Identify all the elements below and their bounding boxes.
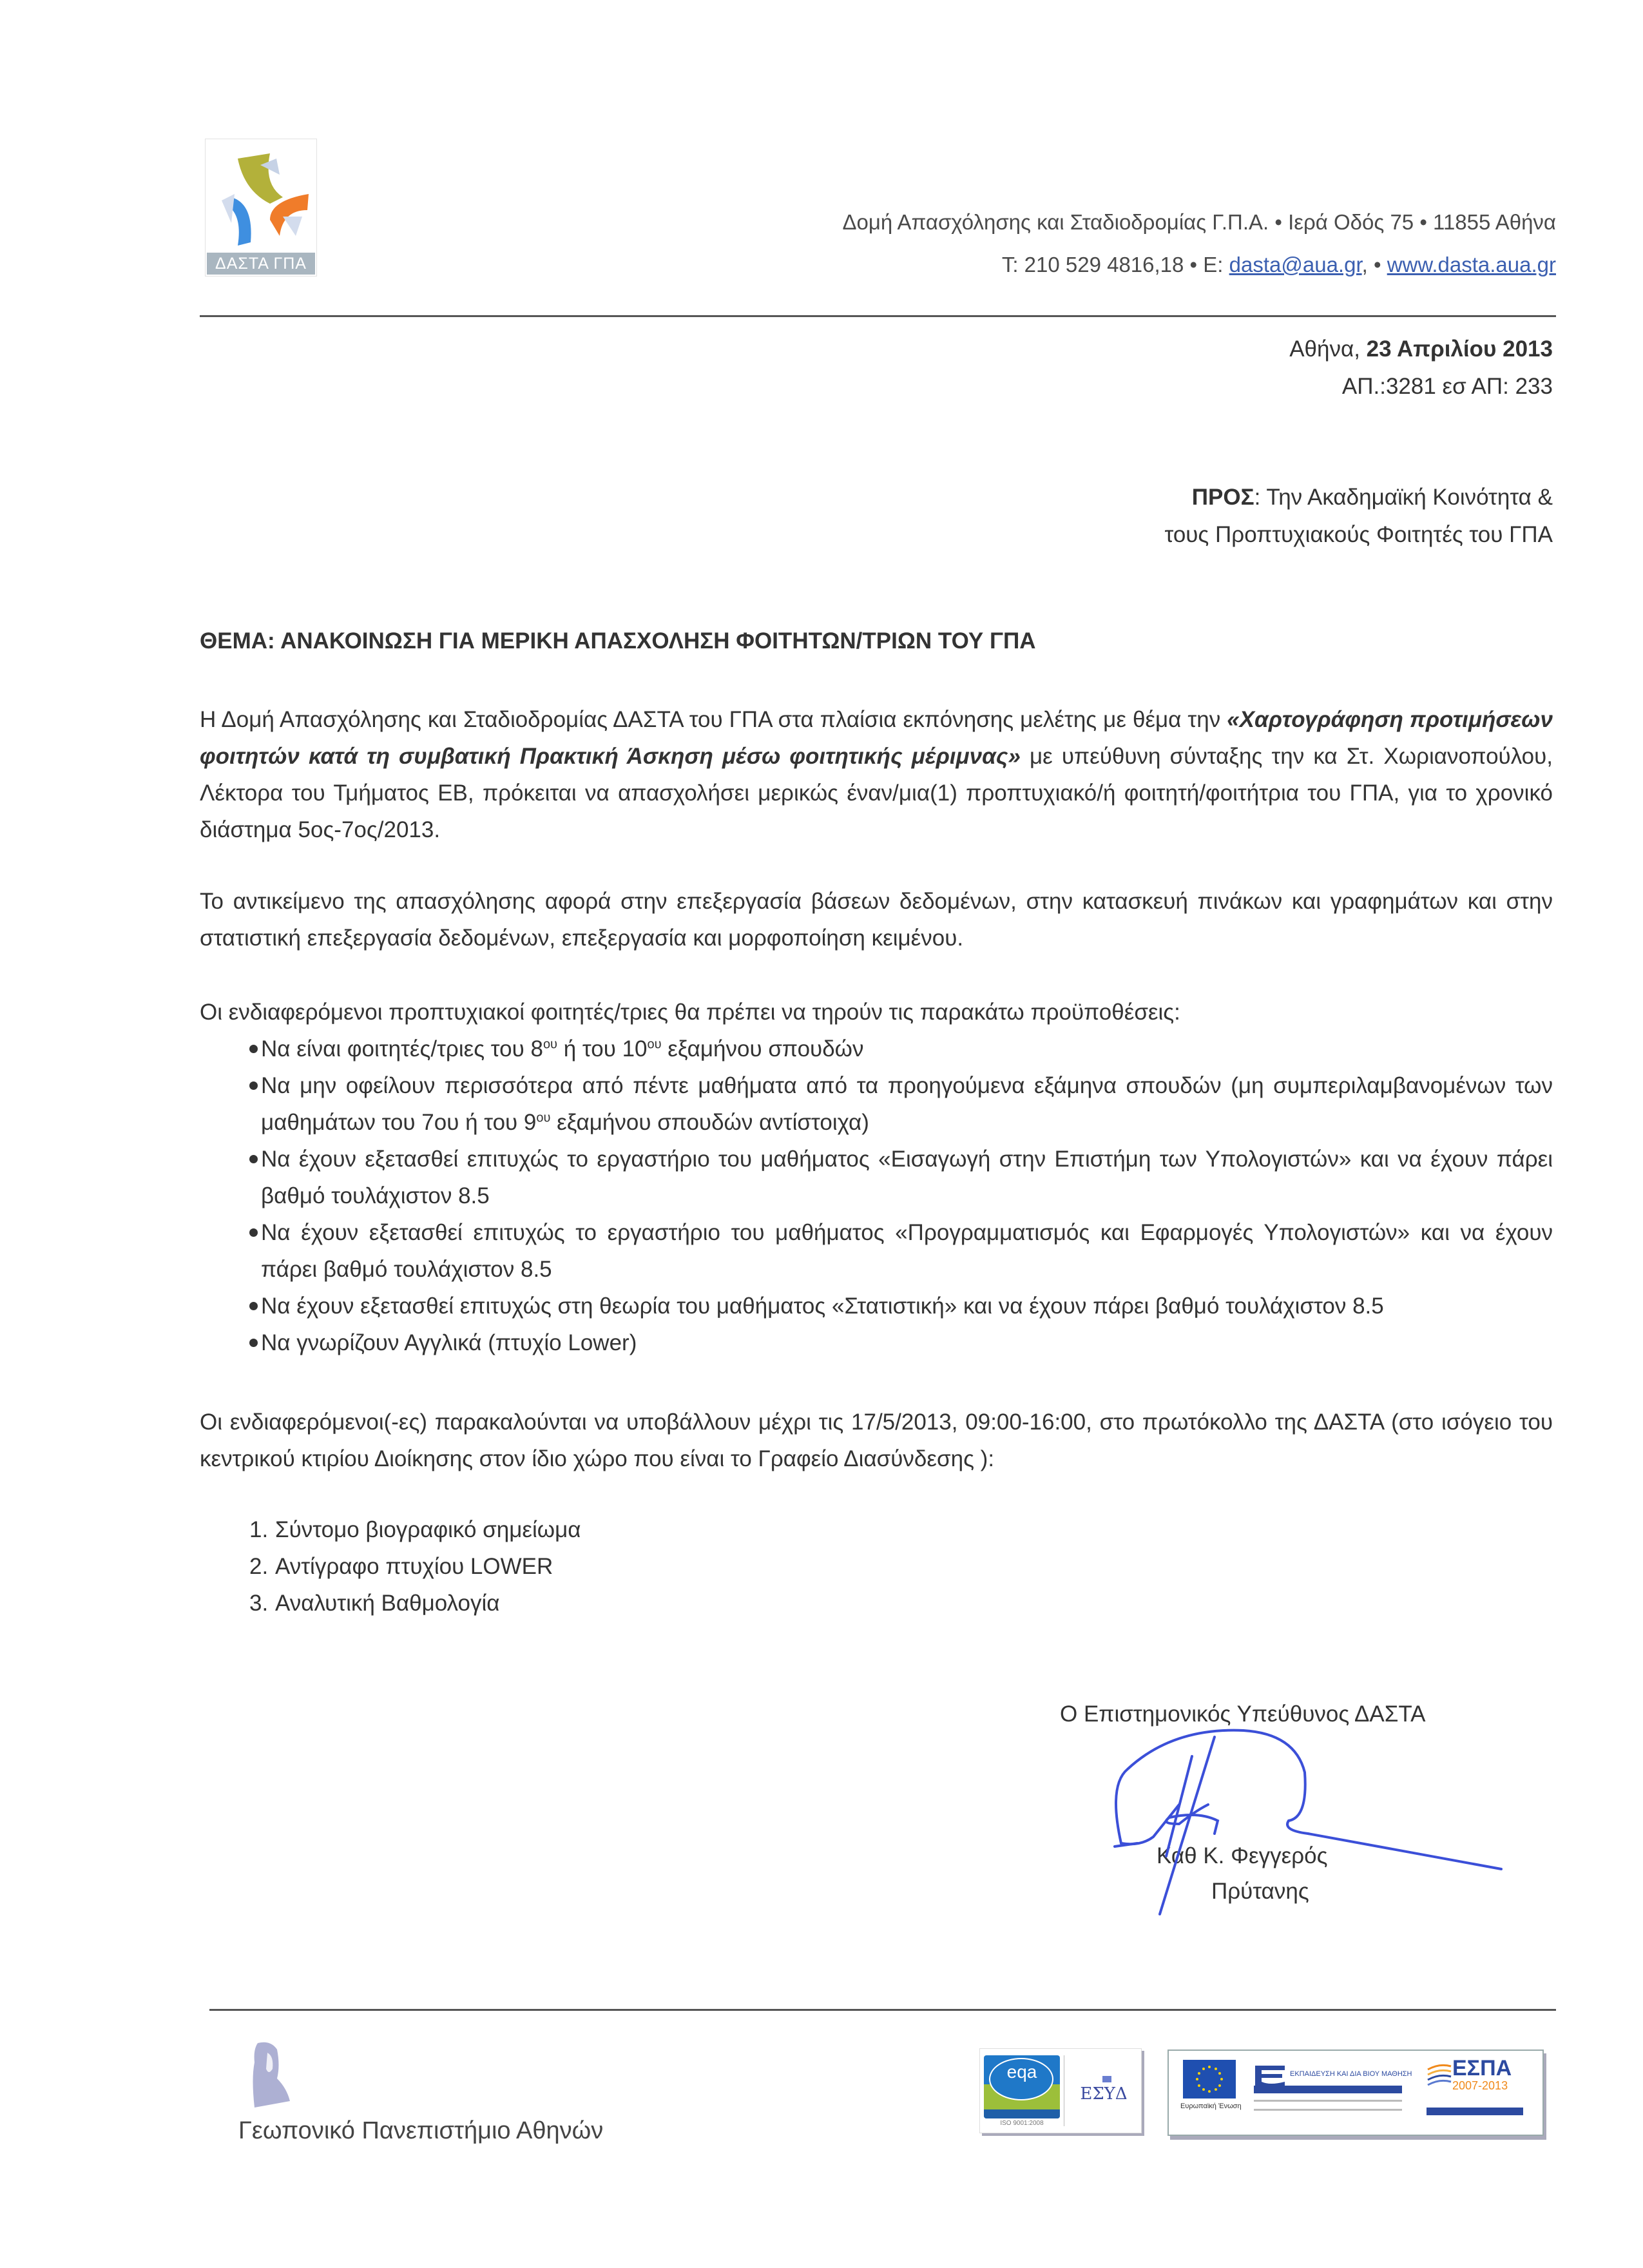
bullet-icon [249, 1081, 258, 1090]
document-label: Αναλυτική Βαθμολογία [275, 1591, 500, 1616]
espa-years: 2007-2013 [1452, 2079, 1508, 2092]
requirements-intro: Οι ενδιαφερόμενοι προπτυχιακοί φοιτητές/τριες θα πρέπει να τηρούν τις παρακάτω προϋποθέσεις: [200, 1000, 1180, 1025]
submission-instructions: Οι ενδιαφερόμενοι(-ες) παρακαλούνται να υποβάλλουν μέχρι τις 17/5/2013, 09:00-16:00, στο πρωτόκολλο της ΔΑΣΤΑ (στο ισόγειο του κεντρικού κτιρίου Διοίκησης στον ίδιο χώρο που είναι το Γραφείο Διασύνδεσης ): [200, 1410, 1553, 1471]
requirement-item [200, 1324, 1553, 1361]
date-value: 23 Απριλίου 2013 [1366, 336, 1553, 362]
header-divider [200, 315, 1556, 317]
list-number: 3. [249, 1591, 269, 1616]
recipient-line-1 [1192, 485, 1553, 510]
requirement-text: Να έχουν εξετασθεί επιτυχώς στη θεωρία του μαθήματος «Στατιστική» και να έχουν πάρει βαθμό τουλάχιστον 8.5 [261, 1294, 1384, 1319]
eu-star-icon [1208, 2066, 1211, 2068]
protocol-number: ΑΠ.:3281 εσ ΑΠ: 233 [1341, 374, 1553, 399]
requirements-list [200, 1031, 1553, 1361]
requirement-item [200, 1141, 1553, 1214]
education-program-icon [1254, 2062, 1286, 2088]
document-label: Αντίγραφο πτυχίου LOWER [275, 1554, 553, 1579]
dasta-logo [205, 139, 317, 276]
espa-title: ΕΣΠΑ [1452, 2056, 1512, 2080]
document-item [200, 1548, 581, 1585]
requirement-text: Να είναι φοιτητές/τριες του 8 [261, 1036, 543, 1061]
handwritten-signature-icon [1089, 1708, 1540, 1921]
eu-star-icon [1196, 2078, 1198, 2080]
espa-banner [1167, 2050, 1544, 2136]
document-item [200, 1585, 581, 1622]
eqa-logo [984, 2055, 1060, 2118]
eu-star-icon [1202, 2068, 1205, 2070]
espa-band [1427, 2108, 1523, 2115]
organization-contact [1002, 253, 1556, 277]
eu-star-icon [1215, 2088, 1217, 2091]
requirement-text: Να μην οφείλουν περισσότερα από πέντε μαθήματα από τα προηγούμενα εξάμηνα σπουδών (μη συμπεριλαμβανομένων των μαθημάτων του 7ου ή του 9 [261, 1073, 1553, 1135]
espa-waves-icon [1427, 2060, 1452, 2092]
eu-flag-icon [1183, 2060, 1236, 2098]
signatory-name: Καθ Κ. Φεγγερός [1157, 1843, 1328, 1868]
document-label: Σύντομο βιογραφικό σημείωμα [275, 1517, 581, 1542]
signatory-title: Ο Επιστημονικός Υπεύθυνος ΔΑΣΤΑ [1060, 1701, 1426, 1727]
esyd-logo: ΕΣΥΔ [1080, 2084, 1128, 2104]
requirement-item [200, 1031, 1553, 1067]
university-portrait-icon [248, 2040, 293, 2111]
university-name: Γεωπονικό Πανεπιστήμιο Αθηνών [238, 2117, 604, 2144]
bullet-icon [249, 1302, 258, 1310]
bullet-icon [249, 1045, 258, 1053]
eu-star-icon [1208, 2090, 1211, 2093]
documents-list [200, 1511, 581, 1622]
document-item [200, 1511, 581, 1548]
eu-star-icon [1198, 2084, 1200, 2087]
eu-star-icon [1218, 2084, 1221, 2087]
footer-divider [209, 2009, 1556, 2011]
certification-logos [979, 2048, 1142, 2133]
requirement-item [200, 1214, 1553, 1288]
date-city: Αθήνα, [1289, 336, 1367, 362]
requirement-text: εξαμήνου σπουδών [661, 1036, 864, 1061]
phone-text: T: 210 529 4816,18 • E: [1001, 253, 1229, 276]
signatory-role: Πρύτανης [1211, 1879, 1309, 1904]
eu-star-icon [1215, 2068, 1217, 2070]
study-title: «Χαρτογράφηση προτιμήσεων φοιτητών κατά τη συμβατική Πρακτική Άσκηση μέσω φοιτητικής μέριμνας» [200, 707, 1553, 769]
organization-address: Δομή Απασχόλησης και Σταδιοδρομίας Γ.Π.Α. • Ιερά Οδός 75 • 11855 Αθήνα [842, 210, 1556, 234]
recipient-text: : Την Ακαδημαϊκή Κοινότητα & [1254, 485, 1553, 510]
paragraph-intro-rest: με υπεύθυνη σύνταξης την κα Στ. Χωριανοπούλου, Λέκτορα του Τμήματος ΕΒ, πρόκειται να απασχολήσει μερικώς έναν/μια(1) προπτυχιακό/ή φοιτητή/φοιτήτρια του ΓΠΑ, για το χρονικό διάστημα 5ος-7ος/2013. [200, 744, 1553, 842]
list-number: 2. [249, 1554, 269, 1579]
requirement-item [200, 1067, 1553, 1141]
bullet-icon [249, 1155, 258, 1163]
eu-star-icon [1202, 2088, 1205, 2091]
banner-text-line [1254, 2100, 1402, 2102]
requirement-item [200, 1288, 1553, 1324]
dasta-logo-icon [206, 139, 316, 253]
eqa-text: eqa [1006, 2062, 1037, 2082]
requirement-text: Να γνωρίζουν Αγγλικά (πτυχίο Lower) [261, 1330, 637, 1355]
superscript: ου [543, 1037, 557, 1052]
bullet-icon [249, 1339, 258, 1347]
superscript: ου [536, 1110, 551, 1125]
paragraph-intro-start: Η Δομή Απασχόλησης και Σταδιοδρομίας ΔΑΣΤΑ του ΓΠΑ στα πλαίσια εκπόνησης μελέτης με θέμα την [200, 707, 1227, 732]
date-line [1289, 336, 1553, 362]
eqa-band [984, 2109, 1060, 2118]
esyd-flag-icon [1102, 2076, 1111, 2082]
requirement-text: ή του 10 [557, 1036, 648, 1061]
superscript: ου [647, 1037, 662, 1052]
iso-certification: ISO 9001:2008 [1000, 2120, 1044, 2127]
requirement-text: εξαμήνου σπουδών αντίστοιχα) [550, 1110, 869, 1135]
banner-text-line [1254, 2109, 1402, 2111]
email-link[interactable]: dasta@aua.gr [1229, 253, 1362, 276]
website-link[interactable]: www.dasta.aua.gr [1387, 253, 1556, 276]
logo-caption: ΔΑΣΤΑ ΓΠΑ [207, 253, 315, 275]
paragraph-intro [200, 701, 1553, 848]
contact-separator: , • [1361, 253, 1387, 276]
recipient-line-2: τους Προπτυχιακούς Φοιτητές του ΓΠΑ [1164, 522, 1553, 547]
education-program-band [1254, 2086, 1402, 2093]
eu-star-icon [1198, 2072, 1200, 2075]
list-number: 1. [249, 1517, 269, 1542]
bullet-icon [249, 1228, 258, 1237]
subject-heading: ΘΕΜΑ: ΑΝΑΚΟΙΝΩΣΗ ΓΙΑ ΜΕΡΙΚΗ ΑΠΑΣΧΟΛΗΣΗ ΦΟΙΤΗΤΩΝ/ΤΡΙΩΝ ΤΟΥ ΓΠΑ [200, 628, 1036, 654]
requirement-text: Να έχουν εξετασθεί επιτυχώς το εργαστήριο του μαθήματος «Εισαγωγή στην Επιστήμη των Υπολογιστών» και να έχουν πάρει βαθμό τουλάχιστον 8.5 [261, 1147, 1553, 1208]
education-program-title: ΕΚΠΑΙΔΕΥΣΗ ΚΑΙ ΔΙΑ ΒΙΟΥ ΜΑΘΗΣΗ [1290, 2070, 1412, 2078]
recipient-label: ΠΡΟΣ [1191, 485, 1254, 510]
requirement-text: Να έχουν εξετασθεί επιτυχώς το εργαστήριο του μαθήματος «Προγραμματισμός και Εφαρμογές Υπολογιστών» και να έχουν πάρει βαθμό τουλάχιστον 8.5 [261, 1220, 1553, 1282]
eu-star-icon [1220, 2078, 1223, 2080]
eu-label: Ευρωπαϊκή Ένωση [1180, 2102, 1242, 2110]
paragraph-job-scope: Το αντικείμενο της απασχόλησης αφορά στην επεξεργασία βάσεων δεδομένων, στην κατασκευή πινάκων και γραφημάτων και στην στατιστική επεξεργασία δεδομένων, επεξεργασία και μορφοποίηση κειμένου. [200, 889, 1553, 951]
eu-star-icon [1218, 2072, 1221, 2075]
